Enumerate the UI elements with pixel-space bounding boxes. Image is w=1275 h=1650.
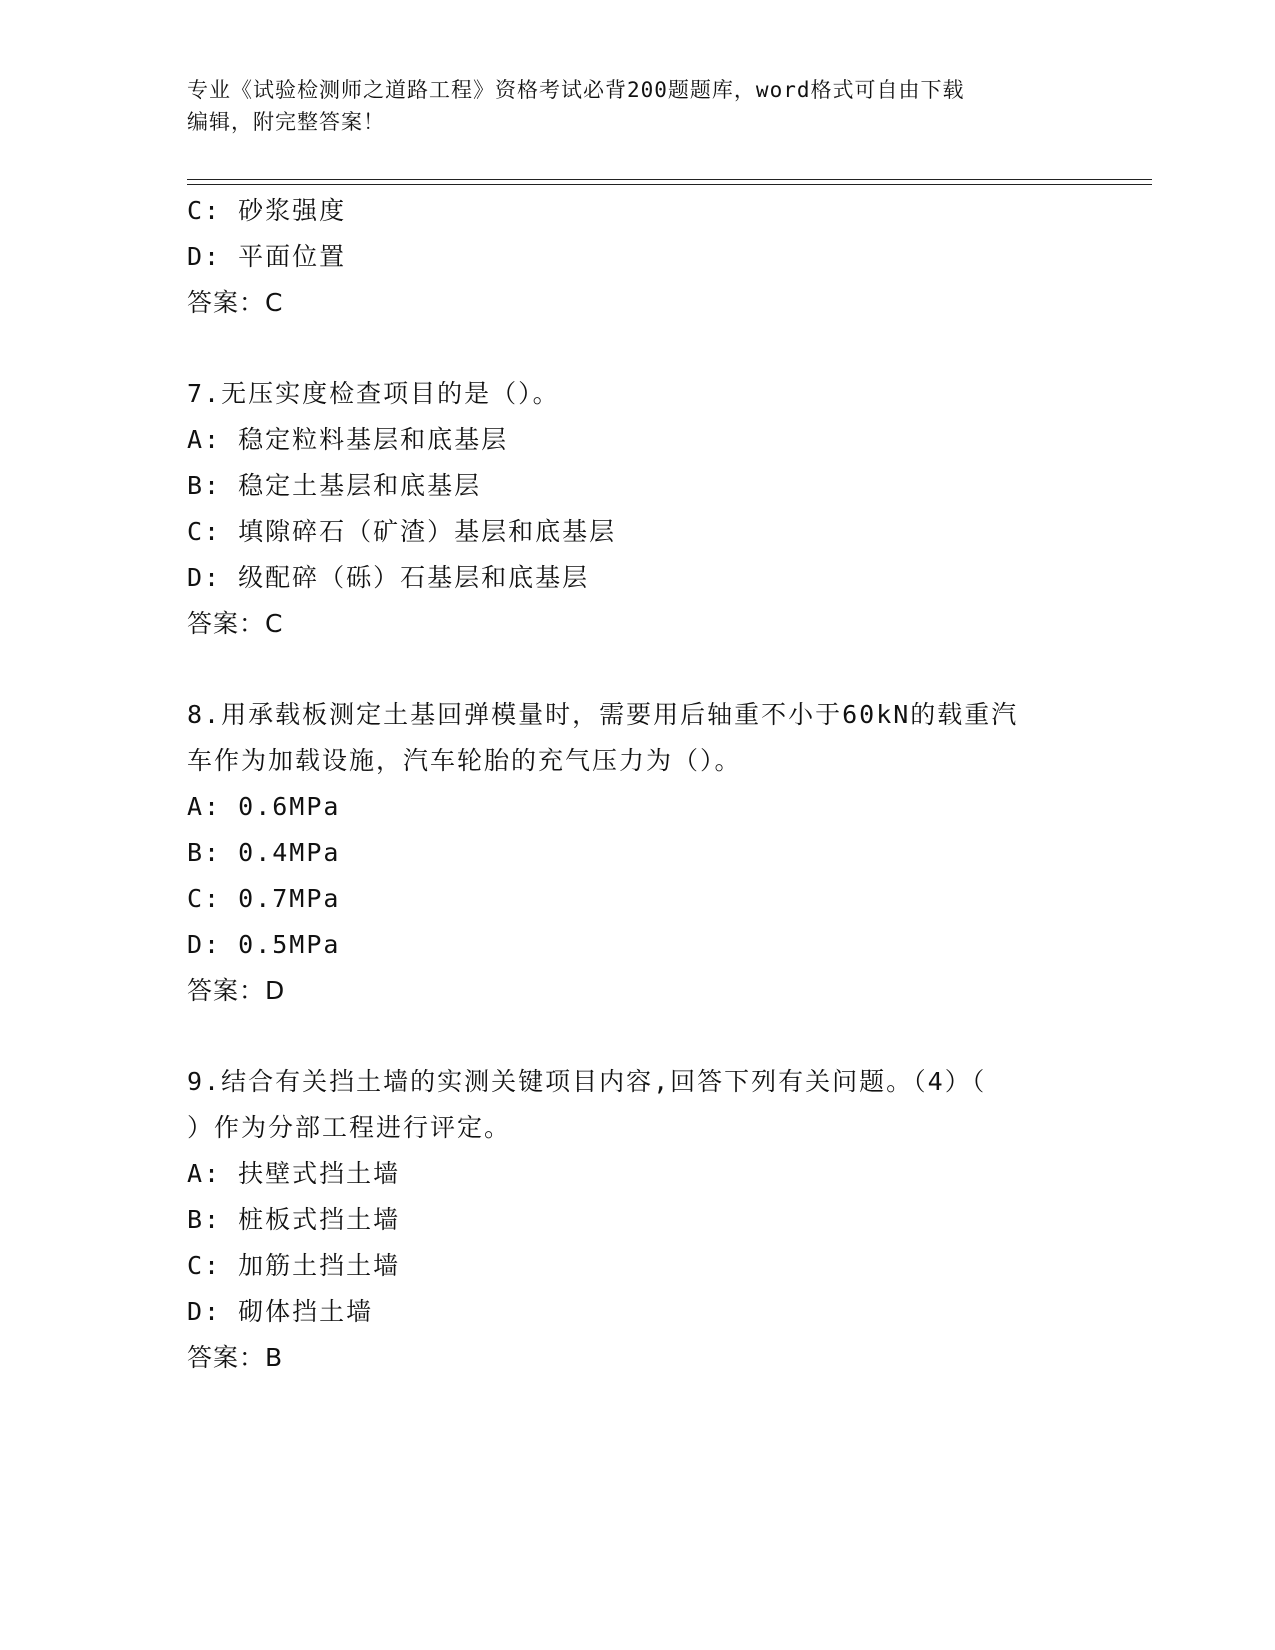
option-c: C: 加筋土挡土墙: [187, 1251, 401, 1280]
option-b: B: 桩板式挡土墙: [187, 1205, 401, 1234]
question-9: [187, 1059, 1087, 1381]
document-header: [187, 74, 1087, 138]
question-8: [187, 692, 1087, 1014]
answer-line: 答案：C: [187, 609, 284, 638]
answer-line: 答案：D: [187, 976, 286, 1005]
question-text-continued: ）作为分部工程进行评定。: [187, 1113, 512, 1142]
option-d: D: 平面位置: [187, 242, 347, 271]
question-text: 8.用承载板测定土基回弹模量时，需要用后轴重不小于60kN的载重汽: [187, 700, 1019, 729]
option-a: A: 0.6MPa: [187, 792, 341, 821]
option-b: B: 稳定土基层和底基层: [187, 471, 482, 500]
question-text: 9.结合有关挡土墙的实测关键项目内容,回答下列有关问题。（4）（: [187, 1067, 987, 1096]
option-d: D: 砌体挡土墙: [187, 1297, 374, 1326]
spacer: [187, 326, 1087, 371]
option-d: D: 0.5MPa: [187, 930, 341, 959]
question-text: 7.无压实度检查项目的是（）。: [187, 379, 560, 408]
header-divider: [187, 179, 1152, 185]
question-7: [187, 371, 1087, 647]
header-title-line-1: 专业《试验检测师之道路工程》资格考试必背200题题库，word格式可自由下载: [187, 78, 965, 102]
option-c: C: 填隙碎石（矿渣）基层和底基层: [187, 517, 617, 546]
spacer: [187, 1014, 1087, 1059]
option-c: C: 0.7MPa: [187, 884, 341, 913]
question-content: [187, 188, 1087, 1381]
spacer: [187, 647, 1087, 692]
option-c: C: 砂浆强度: [187, 196, 347, 225]
question-text-continued: 车作为加载设施，汽车轮胎的充气压力为（）。: [187, 746, 742, 775]
option-a: A: 扶壁式挡土墙: [187, 1159, 401, 1188]
previous-question-block: [187, 188, 1087, 326]
answer-line: 答案：B: [187, 1343, 284, 1372]
answer-line: 答案：C: [187, 288, 284, 317]
option-a: A: 稳定粒料基层和底基层: [187, 425, 509, 454]
header-title-line-2: 编辑，附完整答案！: [187, 110, 385, 134]
option-d: D: 级配碎（砾）石基层和底基层: [187, 563, 590, 592]
option-b: B: 0.4MPa: [187, 838, 341, 867]
